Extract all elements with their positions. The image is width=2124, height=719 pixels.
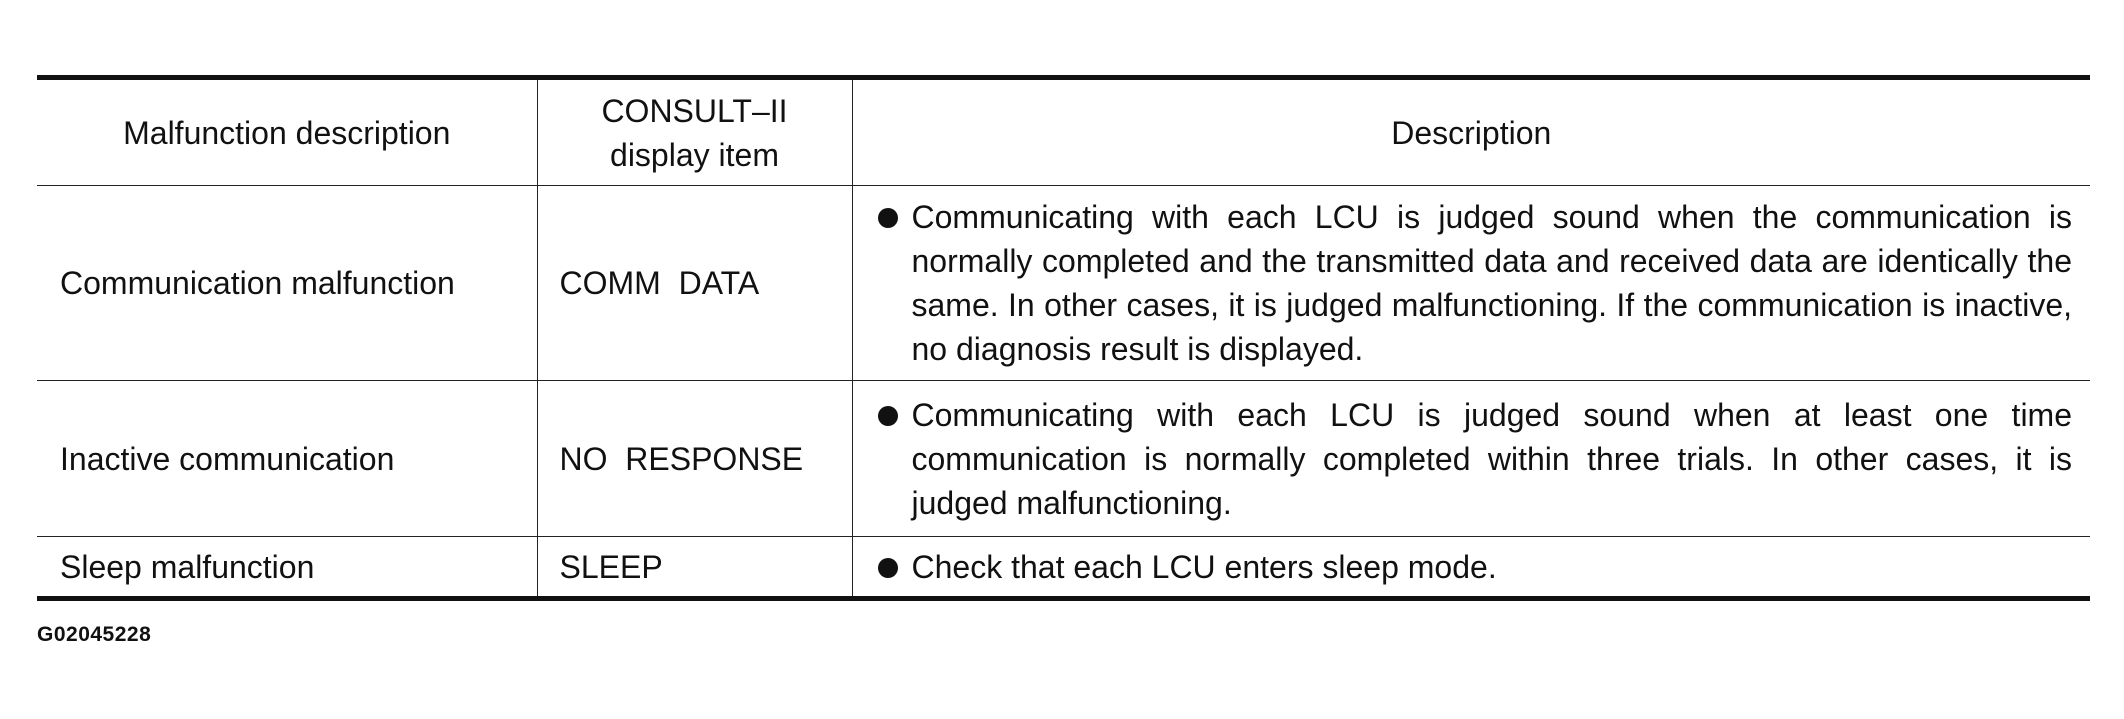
description-cell — [852, 186, 2090, 381]
description-text: Check that each LCU enters sleep mode. — [911, 548, 1497, 585]
description-text: Communicating with each LCU is judged sound when at least one time communication is normally completed within three trials. In other cases, it is judged malfunctioning. — [911, 396, 2072, 521]
header-malfunction-description: Malfunction description — [37, 78, 537, 186]
malfunction-cell: Inactive communication — [37, 381, 537, 537]
bullet-dot-icon — [878, 208, 898, 228]
diagnosis-table-container — [37, 75, 2090, 601]
display-item-cell: COMM DATA — [537, 186, 852, 381]
description-bullet — [878, 393, 2073, 525]
display-item-cell: SLEEP — [537, 537, 852, 599]
figure-id: G02045228 — [37, 623, 152, 646]
description-bullet — [878, 545, 2073, 589]
header-display-item — [537, 78, 852, 186]
display-item-cell: NO RESPONSE — [537, 381, 852, 537]
table-row — [37, 537, 2090, 599]
bullet-dot-icon — [878, 558, 898, 578]
header-row — [37, 78, 2090, 186]
diagnosis-table — [37, 75, 2090, 601]
description-text: Communicating with each LCU is judged sound when the communication is normally completed and the transmitted data and received data are identically the same. In other cases, it is judged malfunctioning. If the communication is inactive, no diagnosis result is displayed. — [911, 199, 2072, 367]
header-display-item-line1: CONSULT–II — [601, 92, 788, 129]
bullet-dot-icon — [878, 406, 898, 426]
description-cell — [852, 381, 2090, 537]
description-bullet — [878, 195, 2073, 371]
malfunction-cell: Communication malfunction — [37, 186, 537, 381]
table-row — [37, 381, 2090, 537]
malfunction-cell: Sleep malfunction — [37, 537, 537, 599]
description-cell — [852, 537, 2090, 599]
table-row — [37, 186, 2090, 381]
header-description: Description — [852, 78, 2090, 186]
header-display-item-line2: display item — [610, 136, 779, 173]
